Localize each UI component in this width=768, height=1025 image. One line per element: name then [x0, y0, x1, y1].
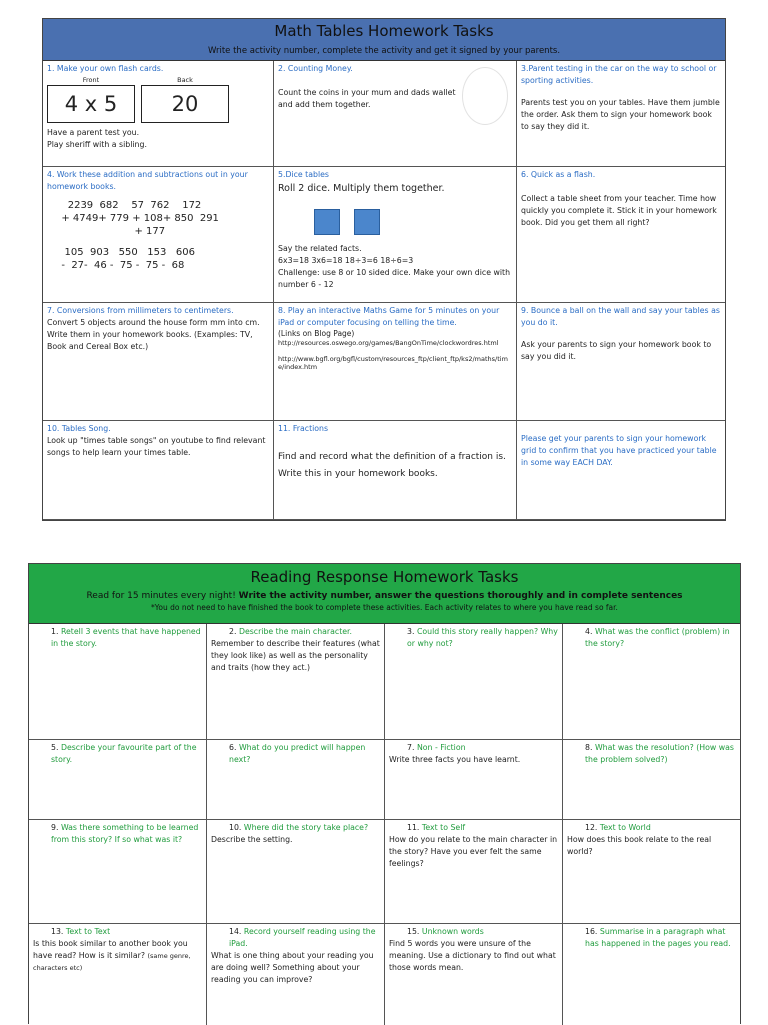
task-text: Have a parent test you.	[47, 128, 140, 137]
task-text: Play sheriff with a sibling.	[47, 140, 147, 149]
task-number: 15.	[407, 927, 420, 936]
task-number: 8.	[585, 743, 593, 752]
task-title-text: What do you predict will happen next?	[229, 743, 366, 764]
task-title	[567, 926, 736, 950]
reading-task-5	[29, 740, 207, 820]
math-task-4	[43, 167, 274, 303]
task-text: How does this book relate to the real world?	[567, 835, 712, 856]
task-title	[211, 742, 380, 766]
task-text: What is one thing about your reading you are doing well? Something about your reading you can improve?	[211, 951, 374, 984]
game-link[interactable]: http://resources.oswego.org/games/BangOnTime/clockwordres.html	[278, 339, 499, 347]
task-number: 4.	[585, 627, 593, 636]
task-title-text: Summarise in a paragraph what has happened in the pages you read.	[585, 927, 731, 948]
flash-card-back	[141, 75, 229, 123]
challenge-text: Challenge: use 8 or 10 sided dice. Make your own dice with number 6 - 12	[278, 268, 511, 289]
task-title: 2. Counting Money.	[278, 64, 353, 73]
reading-header	[29, 564, 740, 624]
math-task-1	[43, 61, 274, 167]
task-number: 14.	[229, 927, 242, 936]
reading-task-6	[207, 740, 385, 820]
reading-task-9	[29, 820, 207, 924]
task-title-text: Could this story really happen? Why or why not?	[407, 627, 558, 648]
task-number: 9.	[51, 823, 59, 832]
reading-task-16	[563, 924, 740, 1025]
task-title-text: Text to World	[599, 823, 651, 832]
task-number: 10.	[229, 823, 242, 832]
front-label: Front	[82, 76, 100, 84]
task-text: Look up "times table songs" on youtube to find relevant songs to help learn your times table.	[47, 436, 266, 457]
reading-task-14	[207, 924, 385, 1025]
front-value: 4 x 5	[47, 85, 135, 123]
task-title	[33, 822, 202, 846]
instruction-plain: Read for 15 minutes every night!	[86, 591, 239, 601]
task-title: 4. Work these addition and subtractions out in your homework books.	[47, 170, 248, 191]
task-title-text: Text to Self	[421, 823, 466, 832]
task-title: 10. Tables Song.	[47, 424, 111, 433]
addition-sums: 2239 682 57 762 172 + 4749+ 779 + 108+ 850 291 + 177	[61, 200, 219, 237]
task-text: Convert 5 objects around the house form mm into cm. Write them in your homework books. (Examples: TV, Book and Cereal Box etc.)	[47, 318, 260, 351]
task-number: 2.	[229, 627, 237, 636]
task-text: Find and record what the definition of a fraction is. Write this in your homework books.	[278, 452, 506, 479]
reading-instruction	[29, 591, 740, 602]
task-title	[211, 626, 380, 638]
task-number: 11.	[407, 823, 420, 832]
task-text: Count the coins in your mum and dads wallet and add them together.	[278, 88, 456, 109]
reading-task-1	[29, 624, 207, 740]
math-task-2	[274, 61, 517, 167]
task-text: Say the related facts.	[278, 244, 362, 253]
reading-task-3	[385, 624, 563, 740]
task-number: 13.	[51, 927, 64, 936]
reading-task-12	[563, 820, 740, 924]
reading-task-10	[207, 820, 385, 924]
task-title	[389, 742, 558, 754]
task-title	[33, 742, 202, 766]
task-text	[33, 938, 202, 974]
reading-task-7	[385, 740, 563, 820]
task-title-text: Was there something to be learned from this story? If so what was it?	[51, 823, 199, 844]
task-title-text: Record yourself reading using the iPad.	[229, 927, 376, 948]
task-text: Remember to describe their features (what they look like) as well as the personality and traits (how they act.)	[211, 639, 380, 672]
task-text: Parents test you on your tables. Have them jumble the order. Ask them to sign your homework book to say they did it.	[521, 98, 720, 131]
signature-note-text: Please get your parents to sign your homework grid to confirm that you have practiced your table in some way EACH DAY.	[521, 434, 717, 467]
reading-task-13	[29, 924, 207, 1025]
math-task-7	[43, 303, 274, 421]
task-number: 6.	[229, 743, 237, 752]
task-title-text: Where did the story take place?	[243, 823, 369, 832]
task-title	[211, 822, 380, 834]
task-title	[389, 822, 558, 834]
task-text: Roll 2 dice. Multiply them together.	[278, 183, 445, 194]
task-number: 7.	[407, 743, 415, 752]
task-title: 1. Make your own flash cards.	[47, 64, 164, 73]
task-title-text: Text to Text	[65, 927, 111, 936]
math-subtitle: Write the activity number, complete the activity and get it signed by your parents.	[207, 46, 561, 56]
task-title	[389, 626, 558, 650]
flash-cards	[47, 75, 269, 123]
math-task-5	[274, 167, 517, 303]
reading-task-15	[385, 924, 563, 1025]
reading-task-2	[207, 624, 385, 740]
task-title-text: Retell 3 events that have happened in the story.	[51, 627, 201, 648]
task-title	[567, 742, 736, 766]
task-text-main: Is this book similar to another book you have read? How is it similar?	[33, 939, 188, 960]
related-facts: 6x3=18 3x6=18 18÷3=6 18÷6=3	[278, 256, 414, 265]
math-task-3	[517, 61, 725, 167]
parent-signature-note	[517, 421, 725, 520]
task-title-text: Describe your favourite part of the story.	[51, 743, 197, 764]
task-title	[567, 822, 736, 834]
math-title: Math Tables Homework Tasks	[274, 22, 494, 40]
dice-icon	[314, 209, 340, 235]
task-title: 7. Conversions from millimeters to centimeters.	[47, 306, 234, 315]
task-title	[567, 626, 736, 650]
math-task-grid	[43, 61, 725, 520]
task-text: Find 5 words you were unsure of the meaning. Use a dictionary to find out what those words mean.	[389, 939, 556, 972]
math-task-8	[274, 303, 517, 421]
math-task-9	[517, 303, 725, 421]
task-number: 16.	[585, 927, 598, 936]
math-task-11	[274, 421, 517, 520]
task-title: 5.Dice tables	[278, 170, 329, 179]
task-title: 9. Bounce a ball on the wall and say your tables as you do it.	[521, 306, 720, 327]
task-number: 12.	[585, 823, 598, 832]
task-text: Ask your parents to sign your homework book to say you did it.	[521, 340, 712, 361]
task-text: Describe the setting.	[211, 835, 293, 844]
subtraction-sums: 105 903 550 153 606 - 27- 46 - 75 - 75 - 68	[61, 247, 195, 271]
math-task-6	[517, 167, 725, 303]
reading-note: *You do not need to have finished the book to complete these activities. Each activity relates to where you have read so far.	[151, 603, 618, 612]
reading-task-4	[563, 624, 740, 740]
task-number: 5.	[51, 743, 59, 752]
math-header	[43, 19, 725, 61]
task-title-text: Non - Fiction	[416, 743, 466, 752]
game-link[interactable]: http://www.bgfl.org/bgfl/custom/resources_ftp/client_ftp/ks2/maths/time/index.htm	[278, 355, 508, 371]
back-label: Back	[177, 76, 193, 84]
reading-homework-sheet	[28, 563, 741, 1024]
task-title: 3.Parent testing in the car on the way to school or sporting activities.	[521, 64, 717, 85]
task-title-text: Unknown words	[421, 927, 484, 936]
reading-task-11	[385, 820, 563, 924]
flash-card-front	[47, 75, 135, 123]
math-task-10	[43, 421, 274, 520]
task-title	[33, 626, 202, 650]
reading-task-8	[563, 740, 740, 820]
task-title	[389, 926, 558, 938]
task-title	[33, 926, 202, 938]
task-title	[211, 926, 380, 950]
task-text: Collect a table sheet from your teacher. Time how quickly you complete it. Stick it in your homework book. Did you get them all right?	[521, 194, 717, 227]
links-label: (Links on Blog Page)	[278, 329, 355, 338]
instruction-bold: Write the activity number, answer the questions thoroughly and in complete sentences	[238, 591, 683, 601]
task-text: Write three facts you have learnt.	[389, 755, 521, 764]
task-title-text: Describe the main character.	[238, 627, 353, 636]
dice-icon	[354, 209, 380, 235]
task-title-text: What was the resolution? (How was the problem solved?)	[585, 743, 734, 764]
dice-pair	[314, 209, 512, 235]
school-logo-icon	[462, 67, 508, 125]
back-value: 20	[141, 85, 229, 123]
task-title: 11. Fractions	[278, 424, 329, 433]
reading-title: Reading Response Homework Tasks	[250, 568, 519, 586]
task-text: How do you relate to the main character in the story? Have you ever felt the same feelings?	[389, 835, 558, 868]
task-title: 6. Quick as a flash.	[521, 170, 596, 179]
task-title-text: What was the conflict (problem) in the story?	[585, 627, 730, 648]
task-number: 3.	[407, 627, 415, 636]
task-number: 1.	[51, 627, 59, 636]
reading-task-grid	[29, 624, 740, 1025]
math-homework-sheet	[42, 18, 726, 521]
task-title: 8. Play an interactive Maths Game for 5 minutes on your iPad or computer focusing on telling the time.	[278, 306, 500, 327]
task-text-small: (same genre, characters etc)	[33, 952, 191, 972]
